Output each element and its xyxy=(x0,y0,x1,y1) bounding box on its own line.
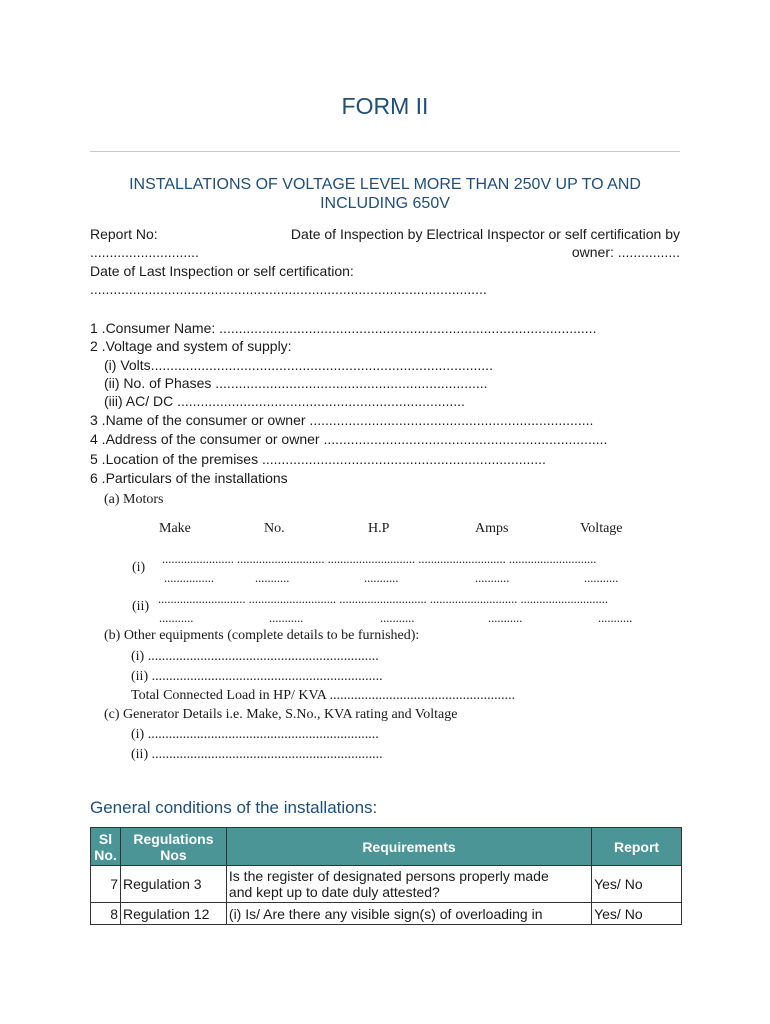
requirement-cell: Is the register of designated persons properly made and kept up to date duly attested? xyxy=(226,866,591,903)
date-of-inspection-label: Date of Inspection by Electrical Inspector or self certification by xyxy=(290,226,680,242)
report-no-label: Report No: xyxy=(90,226,158,242)
motor-header-voltage: Voltage xyxy=(580,521,623,536)
report-cell: Yes/ No xyxy=(592,903,682,925)
voltage-supply-item: 2 .Voltage and system of supply: xyxy=(90,338,292,354)
volts-subitem: (i) Volts........................................................................................ xyxy=(104,357,493,373)
regulation-cell: Regulation 12 xyxy=(120,903,226,925)
motor-row-2-no-cont: ........... xyxy=(269,611,304,625)
motor-row-1-label: (i) xyxy=(132,560,146,575)
motors-label: (a) Motors xyxy=(104,492,164,507)
ac-dc-subitem: (iii) AC/ DC .......................................................................... xyxy=(104,393,465,409)
motor-row-2-make-cont: ........... xyxy=(159,611,194,625)
motor-header-amps: Amps xyxy=(475,521,509,536)
regulation-cell: Regulation 3 xyxy=(120,866,226,903)
motor-row-1-no-cont: ........... xyxy=(255,571,290,585)
title-divider xyxy=(90,151,680,152)
motor-row-1-make-cont: ................ xyxy=(164,571,214,585)
table-row xyxy=(91,866,682,903)
sl-no-cell: 8 xyxy=(91,903,121,925)
header-sl-no: Sl No. xyxy=(91,828,121,866)
header-requirements: Requirements xyxy=(226,828,591,866)
motor-row-2-label: (ii) xyxy=(132,599,150,614)
premises-location-item: 5 .Location of the premises ......................................................................... xyxy=(90,451,546,467)
header-report: Report xyxy=(592,828,682,866)
motor-header-make: Make xyxy=(159,521,191,536)
other-equipment-line-2: (ii) .................................................................. xyxy=(131,669,383,684)
phases-subitem: (ii) No. of Phases ...................................................................... xyxy=(104,375,488,391)
other-equipment-line-1: (i) .................................................................. xyxy=(131,649,379,664)
owner-field: owner: ................ xyxy=(571,244,680,260)
sl-no-cell: 7 xyxy=(91,866,121,903)
motor-row-1-amps-cont: ........... xyxy=(475,571,510,585)
motor-row-1-fields: ....................... ............................ ............................ ............................ ............................ xyxy=(162,552,597,566)
general-conditions-heading: General conditions of the installations: xyxy=(90,798,378,817)
motor-header-hp: H.P xyxy=(368,521,390,536)
motor-row-2-fields: ............................ ............................ ............................ ............................ ............................ xyxy=(158,592,608,606)
table-row xyxy=(91,903,682,925)
owner-address-item: 4 .Address of the consumer or owner ......................................................................... xyxy=(90,431,608,447)
form-title: FORM II xyxy=(341,93,429,119)
header-regulations-nos: Regulations Nos xyxy=(120,828,226,866)
installation-particulars-item: 6 .Particulars of the installations xyxy=(90,470,288,486)
last-inspection-label: Date of Last Inspection or self certification: xyxy=(90,263,354,279)
motor-row-2-hp-cont: ........... xyxy=(380,611,415,625)
report-cell: Yes/ No xyxy=(592,866,682,903)
last-inspection-field: ...................................................................................................... xyxy=(90,281,487,297)
motor-header-no: No. xyxy=(264,521,285,536)
form-heading-line-2: INCLUDING 650V xyxy=(320,195,450,212)
generator-details-label: (c) Generator Details i.e. Make, S.No., KVA rating and Voltage xyxy=(104,707,458,722)
other-equipments-label: (b) Other equipments (complete details to be furnished): xyxy=(104,628,420,643)
consumer-name-item: 1 .Consumer Name: ................................................................................................. xyxy=(90,320,597,336)
table-header-row xyxy=(91,828,682,866)
motor-row-2-amps-cont: ........... xyxy=(488,611,523,625)
total-connected-load: Total Connected Load in HP/ KVA ..................................................... xyxy=(131,688,516,703)
motor-row-1-hp-cont: ........... xyxy=(364,571,399,585)
motor-row-2-voltage-cont: ........... xyxy=(598,611,633,625)
requirement-cell: (i) Is/ Are there any visible sign(s) of overloading in xyxy=(226,903,591,925)
generator-line-1: (i) .................................................................. xyxy=(131,727,379,742)
generator-line-2: (ii) .................................................................. xyxy=(131,747,383,762)
form-heading-line-1: INSTALLATIONS OF VOLTAGE LEVEL MORE THAN 250V UP TO AND xyxy=(129,176,641,193)
general-conditions-table xyxy=(90,827,682,925)
motor-row-1-voltage-cont: ........... xyxy=(584,571,619,585)
report-no-field: ............................ xyxy=(90,244,199,260)
owner-name-item: 3 .Name of the consumer or owner ......................................................................... xyxy=(90,412,594,428)
